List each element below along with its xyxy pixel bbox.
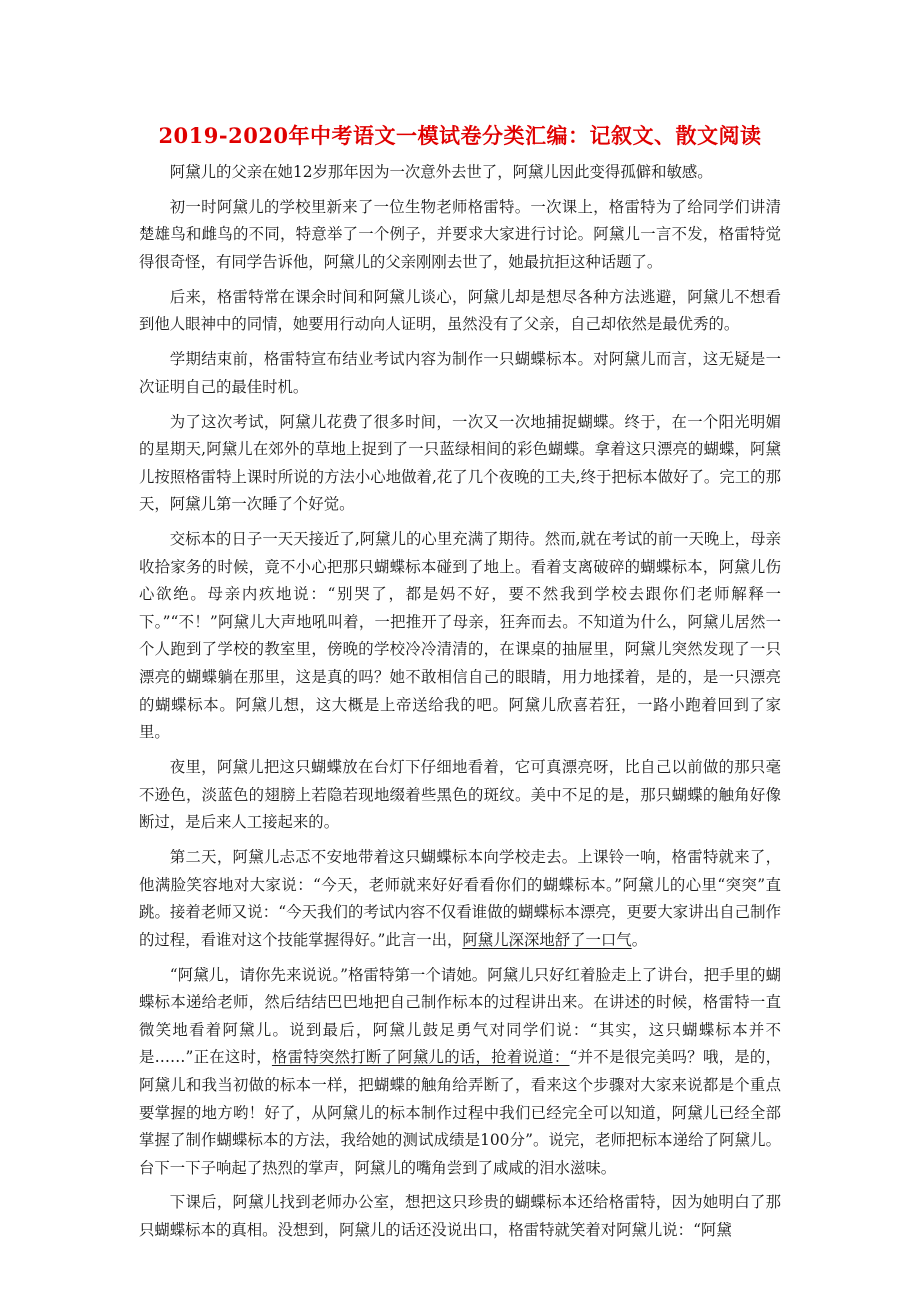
- paragraph-text: 第二天，阿黛儿忐忑不安地带着这只蝴蝶标本向学校走去。上课铃一响，格雷特就来了，他满脸笑容地对大家说：“今天，老师就来好好看看你们的蝴蝶标本。”阿黛儿的心里“突突”直跳。接着老师又说：“今天我们的考试内容不仅看谁做的蝴蝶标本漂亮，更要大家讲出自己制作的过程，看谁对这个技能掌握得好。”此言一出，: [139, 847, 781, 949]
- paragraph-with-underline: [139, 962, 781, 1183]
- article-body: [139, 159, 781, 1252]
- paragraph: 初一时阿黛儿的学校里新来了一位生物老师格雷特。一次课上，格雷特为了给同学们讲清楚雄鸟和雌鸟的不同，特意举了一个例子，并要求大家进行讨论。阿黛儿一言不发，格雷特觉得很奇怪，有同学告诉他，阿黛儿的父亲刚刚去世了，她最抗拒这种话题了。: [139, 197, 781, 271]
- paragraph-text-end: “并不是很完美吗？哦，是的，阿黛儿和我当初做的标本一样，把蝴蝶的触角给弄断了，看来这个步骤对大家来说都是个重点要掌握的地方哟！好了，从阿黛儿的标本制作过程中我们已经完全可以知道，阿黛儿已经全部掌握了制作蝴蝶标本的方法，我给她的测试成绩是100分”。说完，老师把标本递给了阿黛儿。台下一下子响起了热烈的掌声，阿黛儿的嘴角尝到了咸咸的泪水滋味。: [139, 1048, 781, 1177]
- paragraph-text-end: 。: [631, 930, 648, 949]
- paragraph: 下课后，阿黛儿找到老师办公室，想把这只珍贵的蝴蝶标本还给格雷特，因为她明白了那只蝴蝶标本的真相。没想到，阿黛儿的话还没说出口，格雷特就笑着对阿黛儿说：“阿黛: [139, 1193, 781, 1240]
- paragraph: 夜里，阿黛儿把这只蝴蝶放在台灯下仔细地看着，它可真漂亮呀，比自己以前做的那只毫不逊色，淡蓝色的翅膀上若隐若现地缀着些黑色的斑纹。美中不足的是，那只蝴蝶的触角好像断过，是后来人工接起来的。: [139, 758, 781, 832]
- paragraph: 学期结束前，格雷特宣布结业考试内容为制作一只蝴蝶标本。对阿黛儿而言，这无疑是一次证明自己的最佳时机。: [139, 350, 781, 396]
- paragraph: 后来，格雷特常在课余时间和阿黛儿谈心，阿黛儿却是想尽各种方法逃避，阿黛儿不想看到他人眼神中的同情，她要用行动向人证明，虽然没有了父亲，自己却依然是最优秀的。: [139, 287, 781, 334]
- document-title: 2019-2020年中考语文一模试卷分类汇编：记叙文、散文阅读: [158, 123, 762, 148]
- underlined-sentence: 格雷特突然打断了阿黛儿的话，抢着说道：: [271, 1048, 570, 1067]
- paragraph-text: “阿黛儿，请你先来说说。”格雷特第一个请她。阿黛儿只好红着脸走上了讲台，把手里的蝴蝶标本递给老师，然后结结巴巴地把自己制作标本的过程讲出来。在讲述的时候，格雷特一直微笑地看着阿黛儿。说到最后，阿黛儿鼓足勇气对同学们说：“其实，这只蝴蝶标本并不是……”正在这时，: [139, 965, 781, 1067]
- paragraph-with-underline: [139, 844, 781, 954]
- paragraph: 阿黛儿的父亲在她12岁那年因为一次意外去世了，阿黛儿因此变得孤僻和敏感。: [169, 163, 713, 181]
- paragraph: 为了这次考试，阿黛儿花费了很多时间，一次又一次地捕捉蝴蝶。终于，在一个阳光明媚的星期天,阿黛儿在郊外的草地上捉到了一只蓝绿相间的彩色蝴蝶。拿着这只漂亮的蝴蝶，阿黛儿按照格雷特上课时所说的方法小心地做着,花了几个夜晚的工夫,终于把标本做好了。完工的那天，阿黛儿第一次睡了个好觉。: [139, 412, 781, 514]
- paragraph: 交标本的日子一天天接近了,阿黛儿的心里充满了期待。然而,就在考试的前一天晚上，母亲收拾家务的时候，竟不小心把那只蝴蝶标本碰到了地上。看着支离破碎的蝴蝶标本，阿黛儿伤心欲绝。母亲内疚地说：“别哭了，都是妈不好，要不然我到学校去跟你们老师解释一下。”“不！”阿黛儿大声地吼叫着，一把推开了母亲，狂奔而去。不知道为什么，阿黛儿居然一个人跑到了学校的教室里，傍晚的学校冷冷清清的，在课桌的抽屉里，阿黛儿突然发现了一只漂亮的蝴蝶躺在那里，这是真的吗？她不敢相信自己的眼睛，用力地揉着，是的，是一只漂亮的蝴蝶标本。阿黛儿想，这大概是上帝送给我的吧。阿黛儿欣喜若狂，一路小跑着回到了家里。: [139, 530, 781, 742]
- underlined-sentence: 阿黛儿深深地舒了一口气: [462, 930, 632, 949]
